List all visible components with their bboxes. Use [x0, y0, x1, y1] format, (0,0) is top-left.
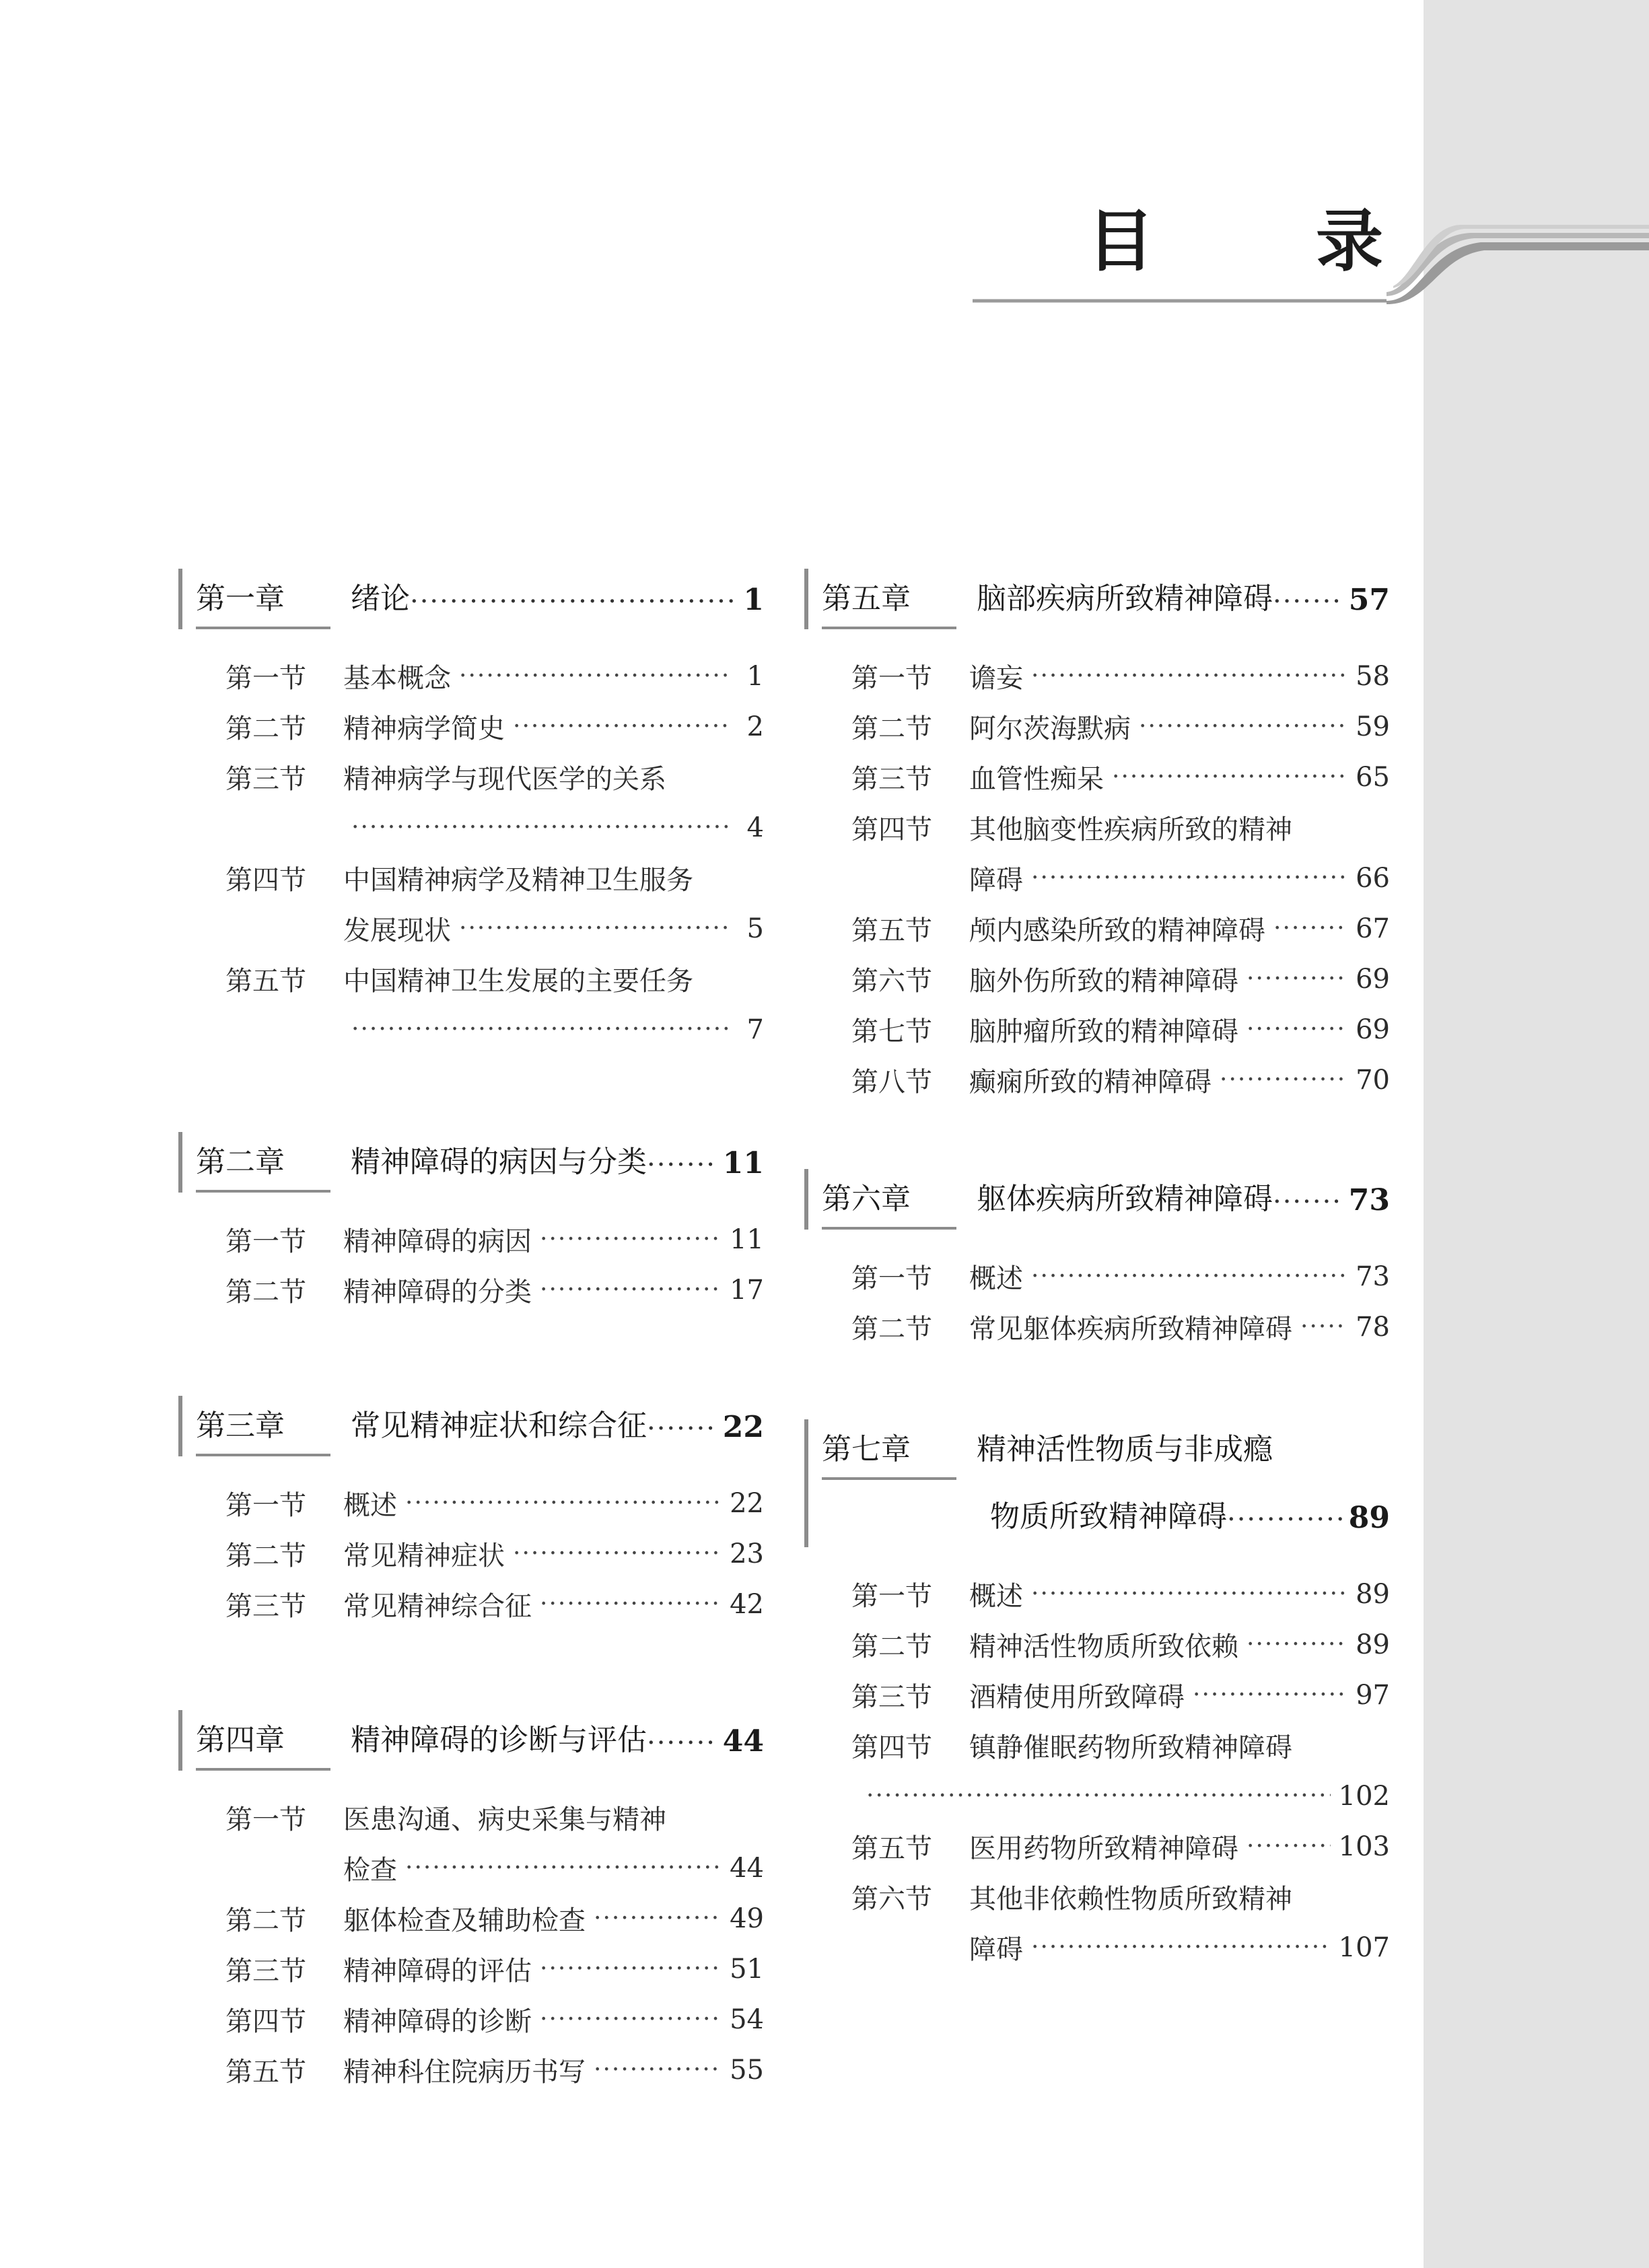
section-title: 精神障碍的病因: [343, 1226, 532, 1257]
section-label: 第二节: [225, 1277, 306, 1308]
section-title: 精神科住院病历书写: [343, 2057, 586, 2088]
section-page: 11: [730, 1224, 764, 1255]
dot-leader: [1247, 1631, 1347, 1658]
dot-leader: [1220, 1066, 1347, 1094]
section-label: 第五节: [225, 966, 306, 997]
section-page: 89: [1356, 1629, 1390, 1660]
section-title-continued: 障碍: [969, 865, 1023, 896]
section-title: 常见躯体疾病所致精神障碍: [969, 1314, 1292, 1345]
section-label: 第二节: [225, 1905, 306, 1936]
dot-leader: [1031, 662, 1347, 690]
dot-leader: [1273, 1186, 1342, 1230]
toc-entry[interactable]: [851, 1569, 1390, 1619]
chapter-6: [804, 1169, 1390, 1230]
section-title: 酒精使用所致障碍: [969, 1682, 1185, 1713]
chapter-title[interactable]: 精神障碍的病因与分类: [351, 1145, 647, 1179]
section-page: 73: [1356, 1261, 1390, 1292]
toc-entry[interactable]: [851, 1619, 1390, 1670]
section-label: 第五节: [225, 2057, 306, 2088]
section-label: 第一节: [851, 1263, 932, 1294]
toc-entry[interactable]: [225, 1478, 764, 1528]
section-label: 第五节: [851, 915, 932, 946]
section-page: 7: [746, 1014, 764, 1045]
section-page: 42: [730, 1588, 764, 1620]
section-label: 第一节: [851, 663, 932, 694]
section-title: 概述: [969, 1263, 1023, 1294]
section-page: 102: [1338, 1780, 1390, 1812]
section-title: 脑外伤所致的精神障碍: [969, 966, 1238, 997]
section-label: 第六节: [851, 1884, 932, 1915]
toc-entry-continued: [851, 1771, 1390, 1821]
dot-leader: [351, 1016, 729, 1043]
toc-entry-continued: [225, 802, 764, 853]
dot-leader: [1112, 763, 1347, 791]
section-page: 1: [746, 660, 764, 692]
section-label: 第二节: [225, 713, 306, 744]
page-title-char-1: 目: [1087, 202, 1154, 281]
toc-left-column: [178, 569, 764, 2095]
toc-entry[interactable]: [225, 1528, 764, 1579]
toc-entry-continued: [225, 903, 764, 954]
section-label: 第四节: [851, 1732, 932, 1763]
toc-entry[interactable]: [225, 1893, 764, 1944]
toc-entry[interactable]: [851, 1004, 1390, 1055]
toc-entry[interactable]: [851, 903, 1390, 954]
dot-leader: [540, 1226, 722, 1253]
section-page: 17: [730, 1274, 764, 1306]
dot-leader: [1139, 713, 1347, 740]
section-page: 103: [1338, 1831, 1390, 1862]
toc-entry[interactable]: [851, 802, 1390, 853]
toc-entry-continued: [225, 1843, 764, 1893]
dot-leader: [513, 1540, 722, 1567]
section-label: 第一节: [225, 1804, 306, 1835]
chapter-title[interactable]: 精神活性物质与非成瘾: [977, 1432, 1273, 1466]
chapter-1-sections: [225, 651, 764, 1055]
section-page: 97: [1356, 1679, 1390, 1711]
toc-entry[interactable]: [851, 752, 1390, 802]
section-page: 23: [730, 1538, 764, 1569]
chapter-label: 第三章: [196, 1401, 330, 1456]
section-title: 其他非依赖性物质所致精神: [969, 1884, 1292, 1915]
chapter-page: 22: [722, 1410, 764, 1444]
toc-entry[interactable]: [225, 1994, 764, 2045]
section-title: 精神障碍的评估: [343, 1956, 532, 1987]
section-title: 脑肿瘤所致的精神障碍: [969, 1016, 1238, 1047]
chapter-title[interactable]: 常见精神症状和综合征: [351, 1409, 647, 1443]
section-page: 69: [1356, 963, 1390, 995]
chapter-page: 73: [1348, 1183, 1390, 1217]
toc-entry[interactable]: [851, 954, 1390, 1004]
chapter-label: 第四章: [196, 1715, 330, 1771]
section-title: 镇静催眠药物所致精神障碍: [969, 1732, 1292, 1763]
section-title: 医用药物所致精神障碍: [969, 1833, 1238, 1864]
chapter-4: [178, 1710, 764, 1771]
dot-leader: [540, 1276, 722, 1304]
toc-entry[interactable]: [225, 1265, 764, 1315]
dot-leader: [1227, 1504, 1342, 1547]
chapter-label: 第五章: [822, 574, 956, 629]
section-page: 22: [730, 1487, 764, 1519]
chapter-7-sections: [851, 1569, 1390, 1973]
toc-entry[interactable]: [225, 752, 764, 802]
section-page: 44: [730, 1852, 764, 1884]
section-title-continued: 障碍: [969, 1934, 1023, 1965]
dot-leader: [1193, 1681, 1347, 1709]
toc-entry[interactable]: [225, 1579, 764, 1629]
chapter-2-sections: [225, 1214, 764, 1315]
dot-leader: [1273, 586, 1342, 629]
section-title: 血管性痴呆: [969, 764, 1104, 795]
section-page: 51: [730, 1953, 764, 1985]
section-page: 5: [746, 913, 764, 944]
toc-entry[interactable]: [851, 1251, 1390, 1302]
section-page: 67: [1356, 913, 1390, 944]
chapter-title[interactable]: 脑部疾病所致精神障碍: [977, 581, 1273, 616]
chapter-title[interactable]: 躯体疾病所致精神障碍: [977, 1182, 1273, 1216]
chapter-3: [178, 1396, 764, 1456]
section-title: 常见精神综合征: [343, 1591, 532, 1622]
section-page: 70: [1356, 1064, 1390, 1096]
dot-leader: [513, 713, 729, 740]
toc-entry[interactable]: [851, 1670, 1390, 1720]
dot-leader: [1247, 965, 1347, 993]
section-page: 107: [1338, 1932, 1390, 1963]
toc-entry[interactable]: [225, 701, 764, 752]
chapter-label: 第六章: [822, 1174, 956, 1230]
chapter-4-sections: [225, 1792, 764, 2095]
section-label: 第四节: [851, 814, 932, 845]
section-page: 89: [1356, 1578, 1390, 1610]
section-title: 癫痫所致的精神障碍: [969, 1067, 1212, 1098]
chapter-label: 第七章: [822, 1425, 956, 1480]
toc-entry[interactable]: [851, 651, 1390, 701]
section-label: 第三节: [225, 764, 306, 795]
section-title: 精神病学简史: [343, 713, 505, 744]
section-page: 65: [1356, 761, 1390, 793]
toc-entry[interactable]: [851, 1720, 1390, 1771]
dot-leader: [1273, 915, 1347, 942]
section-label: 第八节: [851, 1067, 932, 1098]
chapter-1: [178, 569, 764, 629]
section-title: 颅内感染所致的精神障碍: [969, 915, 1265, 946]
section-title: 躯体检查及辅助检查: [343, 1905, 586, 1936]
chapter-page: 89: [1348, 1501, 1390, 1535]
section-label: 第二节: [851, 713, 932, 744]
section-label: 第七节: [851, 1016, 932, 1047]
page-title-char-2: 录: [1316, 202, 1383, 281]
dot-leader: [1300, 1313, 1347, 1341]
section-title: 中国精神卫生发展的主要任务: [343, 966, 693, 997]
toc-entry[interactable]: [225, 1944, 764, 1994]
toc-entry[interactable]: [225, 853, 764, 903]
side-strip: [1424, 0, 1649, 2268]
dot-leader: [459, 915, 729, 942]
chapter-label: 第一章: [196, 574, 330, 629]
section-label: 第一节: [225, 663, 306, 694]
chapter-page: 57: [1348, 583, 1390, 617]
chapter-title-continued[interactable]: 物质所致精神障碍: [990, 1499, 1227, 1534]
section-label: 第三节: [851, 1682, 932, 1713]
dot-leader: [594, 2056, 722, 2084]
toc-entry[interactable]: [851, 1872, 1390, 1922]
dot-leader: [540, 2006, 722, 2033]
toc-entry[interactable]: [851, 701, 1390, 752]
section-label: 第六节: [851, 966, 932, 997]
chapter-5: [804, 569, 1390, 629]
section-title: 中国精神病学及精神卫生服务: [343, 865, 693, 896]
toc-right-column: [804, 569, 1390, 1973]
section-page: 4: [746, 812, 764, 843]
section-page: 69: [1356, 1014, 1390, 1045]
toc-entry-continued: [851, 1922, 1390, 1973]
toc-entry[interactable]: [851, 1302, 1390, 1352]
section-title: 概述: [969, 1581, 1023, 1612]
section-label: 第一节: [225, 1490, 306, 1521]
section-page: 59: [1356, 711, 1390, 742]
section-label: 第一节: [851, 1581, 932, 1612]
chapter-title[interactable]: 精神障碍的诊断与评估: [351, 1723, 647, 1757]
chapter-2: [178, 1132, 764, 1193]
toc-entry[interactable]: [851, 1055, 1390, 1105]
toc-entry[interactable]: [225, 1214, 764, 1265]
title-swoosh-decoration: [0, 0, 1649, 336]
section-title: 精神障碍的诊断: [343, 2006, 532, 2037]
chapter-7: [804, 1419, 1390, 1547]
section-title: 基本概念: [343, 663, 451, 694]
dot-leader: [540, 1590, 722, 1618]
dot-leader: [866, 1782, 1331, 1810]
section-label: 第四节: [225, 2006, 306, 2037]
dot-leader: [594, 1905, 722, 1932]
section-title: 概述: [343, 1490, 397, 1521]
dot-leader: [1031, 1934, 1331, 1961]
section-label: 第二节: [851, 1631, 932, 1662]
section-page: 49: [730, 1903, 764, 1934]
page-title: [1087, 188, 1383, 283]
section-page: 66: [1356, 862, 1390, 894]
section-title: 精神病学与现代医学的关系: [343, 764, 666, 795]
chapter-page: 11: [722, 1146, 764, 1180]
section-label: 第二节: [225, 1540, 306, 1571]
dot-leader: [540, 1955, 722, 1983]
dot-leader: [1031, 864, 1347, 892]
section-title: 其他脑变性疾病所致的精神: [969, 814, 1292, 845]
dot-leader: [1031, 1263, 1347, 1290]
dot-leader: [647, 1413, 716, 1456]
dot-leader: [351, 814, 729, 841]
toc-entry-continued: [225, 1004, 764, 1055]
section-label: 第三节: [225, 1591, 306, 1622]
toc-entry[interactable]: [225, 2045, 764, 2095]
dot-leader: [647, 1149, 716, 1193]
section-title: 阿尔茨海默病: [969, 713, 1131, 744]
dot-leader: [410, 586, 736, 629]
dot-leader: [647, 1728, 716, 1771]
dot-leader: [459, 662, 729, 690]
toc-entry-continued: [851, 853, 1390, 903]
section-label: 第一节: [225, 1226, 306, 1257]
section-title: 精神活性物质所致依赖: [969, 1631, 1238, 1662]
toc-entry[interactable]: [225, 1792, 764, 1843]
section-title: 谵妄: [969, 663, 1023, 694]
chapter-page: 44: [722, 1724, 764, 1759]
section-title-continued: 检查: [343, 1855, 397, 1886]
toc-entry[interactable]: [225, 651, 764, 701]
dot-leader: [1247, 1833, 1331, 1860]
chapter-title[interactable]: 绪论: [351, 581, 410, 616]
chapter-3-sections: [225, 1478, 764, 1629]
section-label: 第三节: [225, 1956, 306, 1987]
section-title-continued: 发展现状: [343, 915, 451, 946]
toc-entry[interactable]: [851, 1821, 1390, 1872]
section-title: 精神障碍的分类: [343, 1277, 532, 1308]
chapter-page: 1: [743, 583, 764, 617]
section-label: 第三节: [851, 764, 932, 795]
toc-entry[interactable]: [225, 954, 764, 1004]
chapter-label: 第二章: [196, 1137, 330, 1193]
section-page: 58: [1356, 660, 1390, 692]
chapter-5-sections: [851, 651, 1390, 1105]
section-page: 54: [730, 2004, 764, 2035]
section-title: 医患沟通、病史采集与精神: [343, 1804, 666, 1835]
dot-leader: [1247, 1016, 1347, 1043]
section-title: 常见精神症状: [343, 1540, 505, 1571]
dot-leader: [1031, 1580, 1347, 1608]
section-page: 55: [730, 2054, 764, 2086]
dot-leader: [405, 1489, 722, 1517]
section-page: 2: [746, 711, 764, 742]
section-page: 78: [1356, 1311, 1390, 1343]
section-label: 第五节: [851, 1833, 932, 1864]
dot-leader: [405, 1854, 722, 1882]
section-label: 第二节: [851, 1314, 932, 1345]
chapter-6-sections: [851, 1251, 1390, 1352]
section-label: 第四节: [225, 865, 306, 896]
